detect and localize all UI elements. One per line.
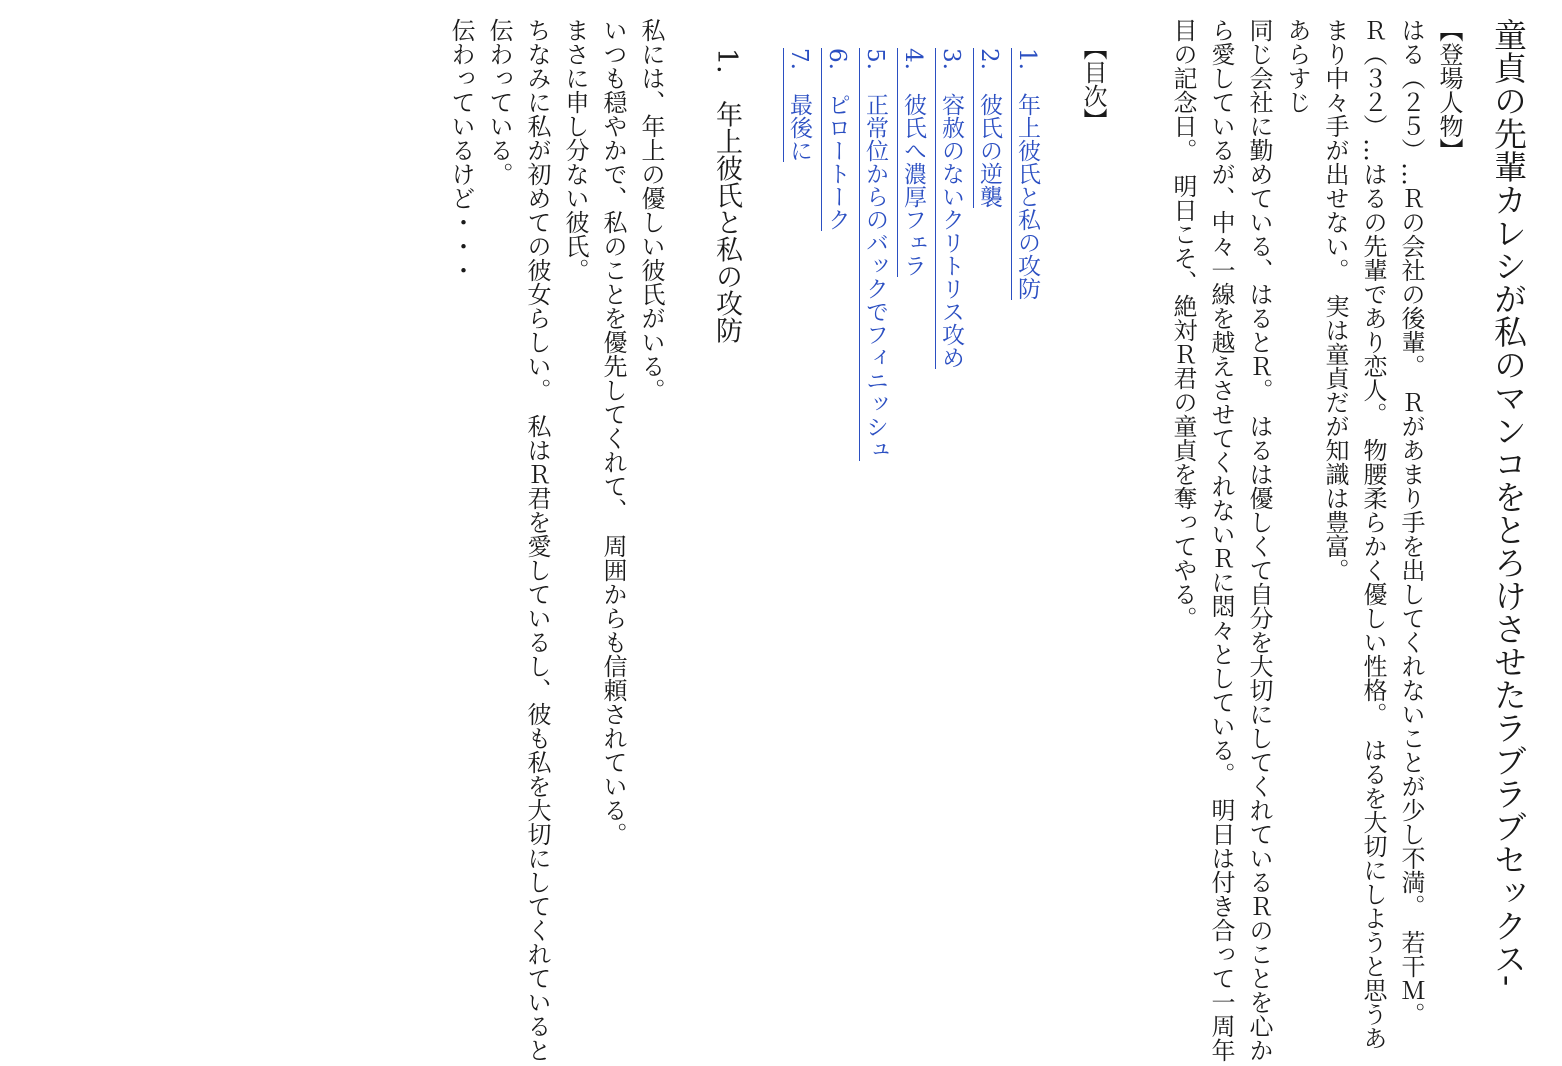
toc-item <box>856 48 894 1066</box>
synopsis-text: 同じ会社に勤めている、はるとＲ。 はるは優しくて自分を大切にしてくれているＲのことを心から愛しているが、中々一線を越えさせてくれないＲに悶々としている。 明日は付き合って一周年目の記念日。 明日こそ、絶対Ｒ君の童貞を奪ってやる。 <box>1169 18 1273 1062</box>
toc-item <box>1008 48 1046 1066</box>
toc-link-3[interactable]: 3. 容赦のないクリトリス攻め <box>935 48 964 369</box>
characters-heading: 【登場人物】 <box>1435 18 1463 162</box>
toc-item <box>970 48 1008 1066</box>
chapter1-heading: 1. 年上彼氏と私の攻防 <box>711 48 742 344</box>
toc-link-4[interactable]: 4. 彼氏へ濃厚フェラ <box>897 48 926 277</box>
chapter1-line-2: いつも穏やかで、私のことを優先してくれて、 周囲からも信頼されている。 <box>599 18 627 846</box>
synopsis-heading: あらすじ <box>1283 18 1311 114</box>
toc-item <box>780 48 818 1066</box>
toc-item <box>894 48 932 1066</box>
toc-link-6[interactable]: 6. ピロートーク <box>821 48 850 231</box>
toc-link-5[interactable]: 5. 正常位からのバックでフィニッシュ <box>859 48 888 461</box>
toc-item <box>818 48 856 1066</box>
synopsis-section <box>1164 18 1316 1066</box>
toc-link-2[interactable]: 2. 彼氏の逆襲 <box>973 48 1002 208</box>
chapter1-section <box>442 18 746 1066</box>
toc-link-1[interactable]: 1. 年上彼氏と私の攻防 <box>1011 48 1040 300</box>
chapter1-line-5: 伝わっているけど・・・ <box>447 18 475 282</box>
chapter1-line-4: ちなみに私が初めての彼女らしい。 私はＲ君を愛しているし、彼も私を大切にしてくれていると伝わっている。 <box>485 18 551 1062</box>
characters-section <box>1316 18 1468 1066</box>
toc-link-7[interactable]: 7. 最後に <box>783 48 812 162</box>
toc-section <box>780 18 1112 1066</box>
toc-item <box>932 48 970 1066</box>
chapter1-line-3: まさに申し分ない彼氏。 <box>561 18 589 282</box>
document-title: 童貞の先輩カレシが私のマンコをとろけさせたラブラブセックス- <box>1489 18 1528 987</box>
character-r: Ｒ（３２）…はるの先輩であり恋人。 物腰柔らかく優しい性格。 はるを大切にしようと思うあまり中々手が出せない。 実は童貞だが知識は豊富。 <box>1321 18 1387 1050</box>
character-haru: はる（２５）…Ｒの会社の後輩。 Ｒがあまり手を出してくれないことが少し不満。 若干Ｍ。 <box>1397 18 1425 1026</box>
toc-list <box>780 18 1046 1066</box>
chapter1-line-1: 私には、年上の優しい彼氏がいる。 <box>637 18 665 402</box>
toc-heading: 【目次】 <box>1079 36 1107 132</box>
